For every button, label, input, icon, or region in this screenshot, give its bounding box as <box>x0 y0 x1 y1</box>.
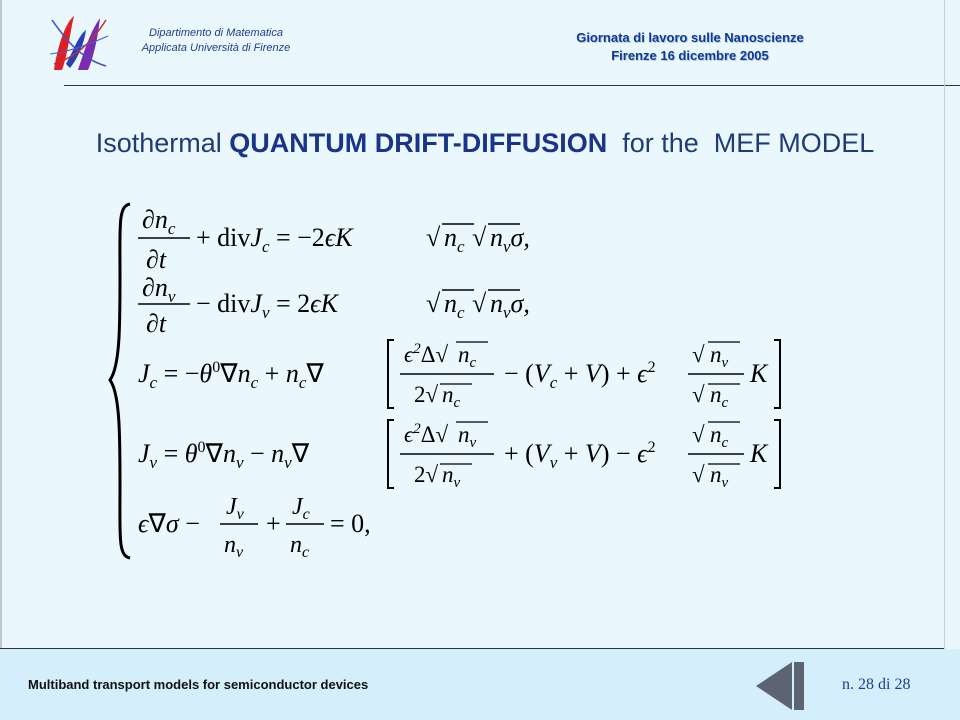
svg-text:nv: $n_v$ <box>710 342 729 371</box>
svg-text:nc: $n_c$ <box>710 422 729 451</box>
event-info <box>540 29 840 65</box>
svg-text:= 0,: = 0, <box>330 509 371 538</box>
presentation-title: Multiband transport models for semiconductor devices <box>28 677 369 692</box>
svg-text:√: √ <box>426 289 441 318</box>
header-divider <box>64 85 960 86</box>
title-bold: QUANTUM DRIFT-DIFFUSION <box>229 128 608 158</box>
department-line-2: Applicata Università di Firenze <box>141 42 291 54</box>
svg-text:ϵ2Δ√: $\epsilon^2\Delta√$ <box>404 421 449 447</box>
svg-text:√: √ <box>692 382 705 407</box>
svg-text:nc: $n_c$ <box>290 532 310 561</box>
svg-text:nvσ,: $n_v\sigma$, <box>490 223 530 256</box>
svg-text:∂nv: $\partial n_v$ <box>142 273 176 306</box>
svg-text:√: √ <box>692 422 705 447</box>
svg-text:nvσ,: $n_v\sigma$, <box>490 289 530 322</box>
svg-text:√: √ <box>472 223 487 252</box>
department-logo <box>48 14 110 72</box>
svg-text:K: K <box>750 439 768 468</box>
equation-current-c <box>138 340 780 411</box>
back-arrow-icon[interactable] <box>754 658 806 714</box>
equation-continuity-v <box>138 273 530 338</box>
svg-text:K: K <box>750 359 768 388</box>
svg-text:Jc = −θ0∇nc + nc∇: $J_c = -\theta^0\nabla n_c + n_c\nabla$ <box>138 359 324 392</box>
equation-continuity-c <box>138 205 530 274</box>
svg-text:2√: 2√ <box>414 462 439 487</box>
svg-text:− (Vc + V) + ϵ2: − $(V_c + V) + \epsilon^2$ <box>504 359 656 392</box>
svg-text:∂t: ∂t <box>146 245 167 274</box>
svg-text:√: √ <box>426 223 441 252</box>
svg-text:nc: $n_c$ <box>458 342 477 371</box>
svg-text:nv: $n_v$ <box>710 462 729 491</box>
slide-header <box>0 0 960 86</box>
svg-text:nv: $n_v$ <box>458 422 477 451</box>
svg-text:+: + <box>266 509 281 538</box>
title-prefix: Isothermal <box>95 128 230 158</box>
svg-text:√: √ <box>692 342 705 367</box>
svg-text:√: √ <box>472 289 487 318</box>
svg-text:nc: $n_c$ <box>444 223 465 256</box>
event-date: Firenze 16 dicembre 2005 <box>611 48 769 63</box>
department-line-1: Dipartimento di Matematica <box>149 27 283 39</box>
equation-current-v <box>138 420 780 491</box>
title-suffix: for the MEF MODEL <box>607 128 875 158</box>
equation-system <box>108 196 808 566</box>
frame-left-border <box>0 0 2 650</box>
svg-text:nv: $n_v$ <box>442 462 461 491</box>
frame-right-border <box>944 0 945 650</box>
equation-poisson-like <box>138 494 371 561</box>
svg-text:nv: $n_v$ <box>224 532 244 561</box>
svg-text:Jv: $J_v$ <box>226 494 244 523</box>
svg-text:∂nc: $\partial n_c$ <box>142 205 176 238</box>
svg-text:ϵ∇σ −: ϵ∇σ − <box>138 509 200 538</box>
svg-text:√: √ <box>692 462 705 487</box>
svg-text:Jc: $J_c$ <box>292 494 310 523</box>
svg-text:2√: 2√ <box>414 382 439 407</box>
department-name <box>112 26 320 56</box>
svg-text:− divJv = 2ϵK: − divJ$_v$ = 2ϵK <box>196 289 338 322</box>
svg-text:nc: $n_c$ <box>710 382 729 411</box>
event-title: Giornata di lavoro sulle Nanoscienze <box>576 30 804 45</box>
page-number: n. 28 di 28 <box>842 676 911 693</box>
svg-text:ϵ2Δ√: $\epsilon^2\Delta√$ <box>404 341 449 367</box>
svg-text:nc: $n_c$ <box>442 382 461 411</box>
slide-title <box>0 128 960 159</box>
svg-text:Jv = θ0∇nv − nv∇: $J_v$ = $\theta^0\nabla n_v - n_v\nabla$ <box>138 439 310 472</box>
svg-text:+ divJc = −2ϵK: + divJ$_c$ = −2ϵK <box>196 223 353 256</box>
svg-text:nc: $n_c$ <box>444 289 465 322</box>
svg-text:+ (Vv + V) − ϵ2: + $(V_v + V) - \epsilon^2$ <box>504 439 656 472</box>
svg-text:∂t: ∂t <box>146 309 167 338</box>
